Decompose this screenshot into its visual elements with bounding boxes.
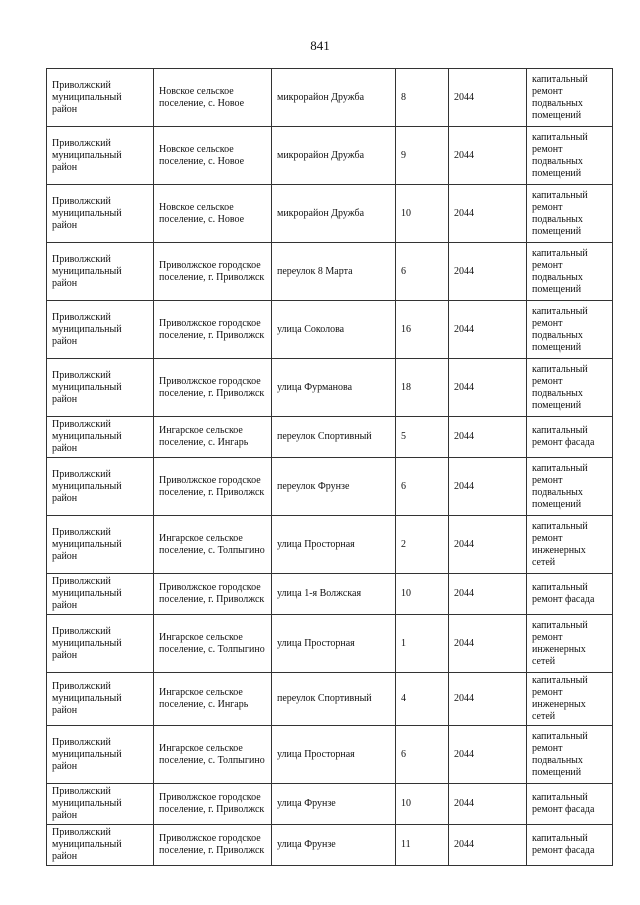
cell-settlement: Приволжское городское поселение, г. Приволжск xyxy=(154,458,272,516)
cell-work-type: капитальный ремонт подвальных помещений xyxy=(527,359,613,417)
cell-settlement: Ингарское сельское поселение, с. Толпыгино xyxy=(154,615,272,673)
cell-street: улица Фрунзе xyxy=(272,825,396,866)
cell-street: улица 1-я Волжская xyxy=(272,574,396,615)
table-row xyxy=(47,127,613,185)
cell-street: переулок Спортивный xyxy=(272,417,396,458)
cell-house-number: 10 xyxy=(396,574,449,615)
page-number: 841 xyxy=(310,38,330,53)
cell-settlement: Приволжское городское поселение, г. Приволжск xyxy=(154,825,272,866)
table-row xyxy=(47,359,613,417)
cell-district: Приволжский муниципальный район xyxy=(47,784,154,825)
table-row xyxy=(47,185,613,243)
table-row xyxy=(47,458,613,516)
table-row xyxy=(47,301,613,359)
cell-settlement: Новское сельское поселение, с. Новое xyxy=(154,127,272,185)
cell-work-type: капитальный ремонт подвальных помещений xyxy=(527,185,613,243)
cell-year: 2044 xyxy=(449,673,527,726)
table-row xyxy=(47,243,613,301)
cell-year: 2044 xyxy=(449,359,527,417)
cell-year: 2044 xyxy=(449,417,527,458)
cell-street: улица Фрунзе xyxy=(272,784,396,825)
cell-street: микрорайон Дружба xyxy=(272,127,396,185)
table-row xyxy=(47,516,613,574)
cell-work-type: капитальный ремонт подвальных помещений xyxy=(527,726,613,784)
cell-house-number: 6 xyxy=(396,243,449,301)
cell-work-type: капитальный ремонт инженерных сетей xyxy=(527,615,613,673)
table-row xyxy=(47,417,613,458)
cell-district: Приволжский муниципальный район xyxy=(47,243,154,301)
cell-settlement: Приволжское городское поселение, г. Приволжск xyxy=(154,784,272,825)
table-row xyxy=(47,726,613,784)
cell-district: Приволжский муниципальный район xyxy=(47,726,154,784)
cell-district: Приволжский муниципальный район xyxy=(47,185,154,243)
cell-year: 2044 xyxy=(449,127,527,185)
cell-house-number: 16 xyxy=(396,301,449,359)
cell-year: 2044 xyxy=(449,243,527,301)
cell-work-type: капитальный ремонт инженерных сетей xyxy=(527,673,613,726)
cell-settlement: Приволжское городское поселение, г. Приволжск xyxy=(154,574,272,615)
cell-year: 2044 xyxy=(449,69,527,127)
cell-house-number: 10 xyxy=(396,185,449,243)
cell-work-type: капитальный ремонт подвальных помещений xyxy=(527,127,613,185)
cell-district: Приволжский муниципальный район xyxy=(47,359,154,417)
cell-district: Приволжский муниципальный район xyxy=(47,574,154,615)
cell-settlement: Новское сельское поселение, с. Новое xyxy=(154,69,272,127)
cell-year: 2044 xyxy=(449,726,527,784)
cell-work-type: капитальный ремонт подвальных помещений xyxy=(527,458,613,516)
cell-work-type: капитальный ремонт подвальных помещений xyxy=(527,243,613,301)
table-row xyxy=(47,574,613,615)
housing-repair-table xyxy=(46,68,613,866)
cell-house-number: 9 xyxy=(396,127,449,185)
cell-settlement: Ингарское сельское поселение, с. Толпыгино xyxy=(154,726,272,784)
cell-house-number: 4 xyxy=(396,673,449,726)
cell-year: 2044 xyxy=(449,825,527,866)
cell-street: микрорайон Дружба xyxy=(272,69,396,127)
cell-settlement: Новское сельское поселение, с. Новое xyxy=(154,185,272,243)
cell-settlement: Приволжское городское поселение, г. Приволжск xyxy=(154,301,272,359)
cell-work-type: капитальный ремонт подвальных помещений xyxy=(527,301,613,359)
cell-work-type: капитальный ремонт фасада xyxy=(527,784,613,825)
cell-house-number: 8 xyxy=(396,69,449,127)
cell-settlement: Приволжское городское поселение, г. Приволжск xyxy=(154,359,272,417)
cell-work-type: капитальный ремонт фасада xyxy=(527,574,613,615)
cell-house-number: 1 xyxy=(396,615,449,673)
cell-house-number: 11 xyxy=(396,825,449,866)
cell-house-number: 10 xyxy=(396,784,449,825)
cell-street: переулок 8 Марта xyxy=(272,243,396,301)
table-row xyxy=(47,673,613,726)
cell-district: Приволжский муниципальный район xyxy=(47,417,154,458)
cell-settlement: Ингарское сельское поселение, с. Ингарь xyxy=(154,417,272,458)
cell-district: Приволжский муниципальный район xyxy=(47,301,154,359)
cell-district: Приволжский муниципальный район xyxy=(47,127,154,185)
cell-street: микрорайон Дружба xyxy=(272,185,396,243)
cell-work-type: капитальный ремонт подвальных помещений xyxy=(527,69,613,127)
cell-work-type: капитальный ремонт фасада xyxy=(527,825,613,866)
cell-street: переулок Фрунзе xyxy=(272,458,396,516)
cell-settlement: Ингарское сельское поселение, с. Толпыгино xyxy=(154,516,272,574)
cell-district: Приволжский муниципальный район xyxy=(47,825,154,866)
table-row xyxy=(47,615,613,673)
cell-district: Приволжский муниципальный район xyxy=(47,615,154,673)
cell-year: 2044 xyxy=(449,784,527,825)
cell-street: улица Просторная xyxy=(272,516,396,574)
cell-year: 2044 xyxy=(449,615,527,673)
cell-street: улица Соколова xyxy=(272,301,396,359)
cell-work-type: капитальный ремонт фасада xyxy=(527,417,613,458)
table-row xyxy=(47,825,613,866)
table-row xyxy=(47,784,613,825)
cell-district: Приволжский муниципальный район xyxy=(47,69,154,127)
cell-year: 2044 xyxy=(449,301,527,359)
cell-street: улица Фурманова xyxy=(272,359,396,417)
cell-house-number: 18 xyxy=(396,359,449,417)
cell-work-type: капитальный ремонт инженерных сетей xyxy=(527,516,613,574)
table-body xyxy=(47,69,613,866)
cell-year: 2044 xyxy=(449,458,527,516)
cell-house-number: 6 xyxy=(396,458,449,516)
cell-street: переулок Спортивный xyxy=(272,673,396,726)
table-row xyxy=(47,69,613,127)
cell-street: улица Просторная xyxy=(272,726,396,784)
cell-district: Приволжский муниципальный район xyxy=(47,458,154,516)
cell-street: улица Просторная xyxy=(272,615,396,673)
cell-district: Приволжский муниципальный район xyxy=(47,673,154,726)
cell-house-number: 2 xyxy=(396,516,449,574)
cell-year: 2044 xyxy=(449,574,527,615)
cell-house-number: 5 xyxy=(396,417,449,458)
cell-settlement: Приволжское городское поселение, г. Приволжск xyxy=(154,243,272,301)
cell-year: 2044 xyxy=(449,185,527,243)
cell-district: Приволжский муниципальный район xyxy=(47,516,154,574)
cell-year: 2044 xyxy=(449,516,527,574)
cell-house-number: 6 xyxy=(396,726,449,784)
cell-settlement: Ингарское сельское поселение, с. Ингарь xyxy=(154,673,272,726)
